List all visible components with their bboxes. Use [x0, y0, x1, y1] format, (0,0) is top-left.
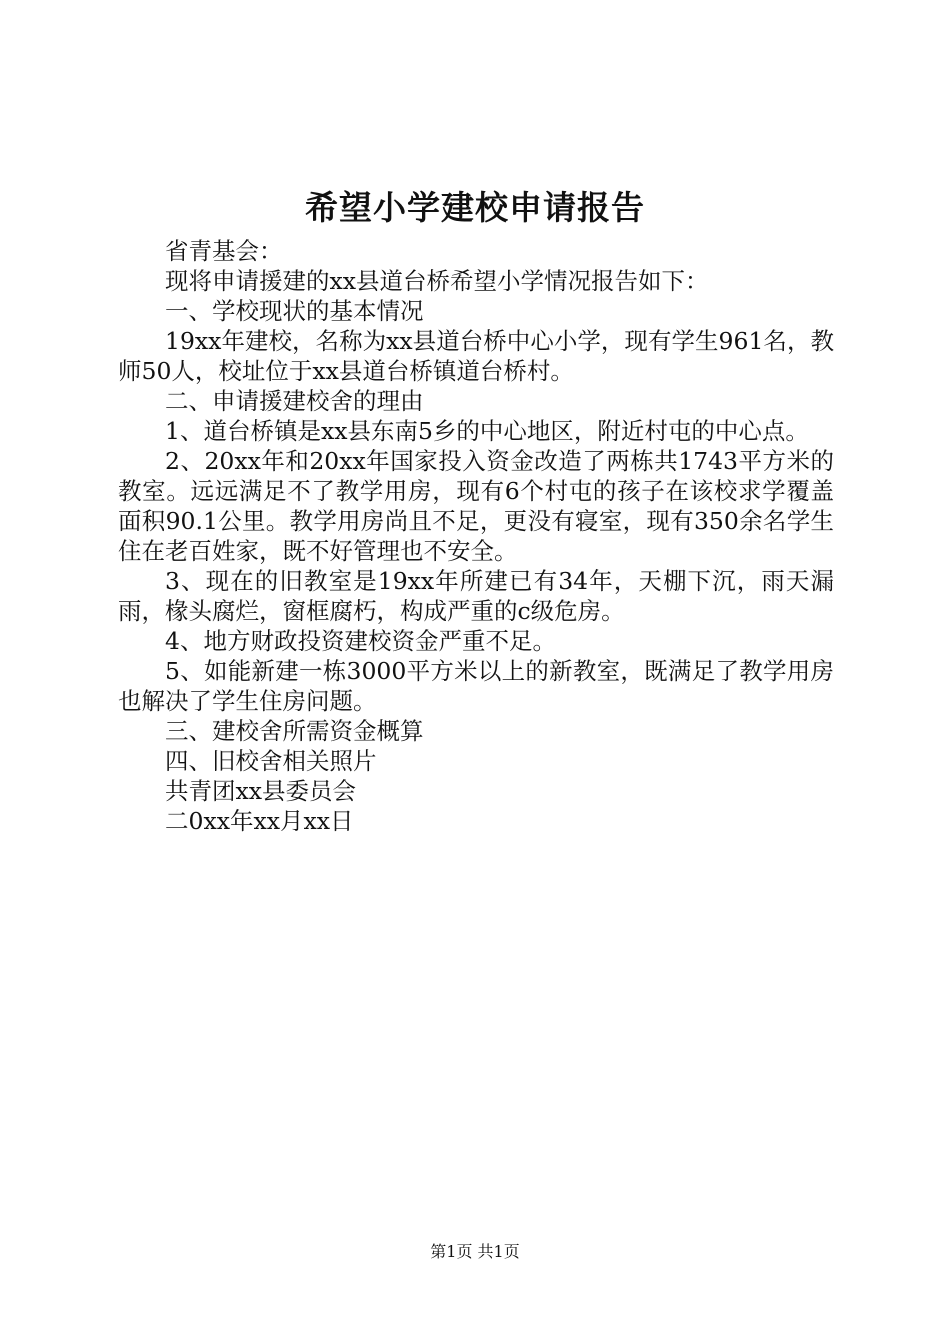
reason-item-2: 2、20xx年和20xx年国家投入资金改造了两栋共1743平方米的教室。远远满足不了教学用房，现有6个村屯的孩子在该校求学覆盖面积90.1公里。教学用房尚且不足，更没有寝室，现有350余名学生住在老百姓家，既不好管理也不安全。	[118, 447, 834, 565]
page-footer: 第1页 共1页	[430, 1242, 520, 1261]
section-heading-2: 二、申请援建校舍的理由	[165, 387, 424, 415]
school-status-paragraph: 19xx年建校，名称为xx县道台桥中心小学，现有学生961名，教师50人，校址位于xx县道台桥镇道台桥村。	[118, 327, 834, 385]
intro-paragraph: 现将申请援建的xx县道台桥希望小学情况报告如下：	[165, 267, 709, 295]
signature-date: 二0xx年xx月xx日	[165, 807, 354, 835]
reason-item-5: 5、如能新建一栋3000平方米以上的新教室，既满足了教学用房也解决了学生住房问题。	[118, 657, 834, 715]
document-body	[118, 236, 834, 836]
signature-organization: 共青团xx县委员会	[165, 777, 357, 805]
section-heading-3: 三、建校舍所需资金概算	[165, 717, 424, 745]
salutation: 省青基会：	[165, 237, 283, 265]
section-heading-4: 四、旧校舍相关照片	[165, 747, 377, 775]
reason-item-3: 3、现在的旧教室是19xx年所建已有34年，天棚下沉，雨天漏雨，椽头腐烂，窗框腐朽，构成严重的c级危房。	[118, 567, 834, 625]
reason-item-4: 4、地方财政投资建校资金严重不足。	[165, 627, 556, 655]
reason-item-1: 1、道台桥镇是xx县东南5乡的中心地区，附近村屯的中心点。	[165, 417, 809, 445]
document-title: 希望小学建校申请报告	[305, 188, 645, 227]
section-heading-1: 一、学校现状的基本情况	[165, 297, 424, 325]
